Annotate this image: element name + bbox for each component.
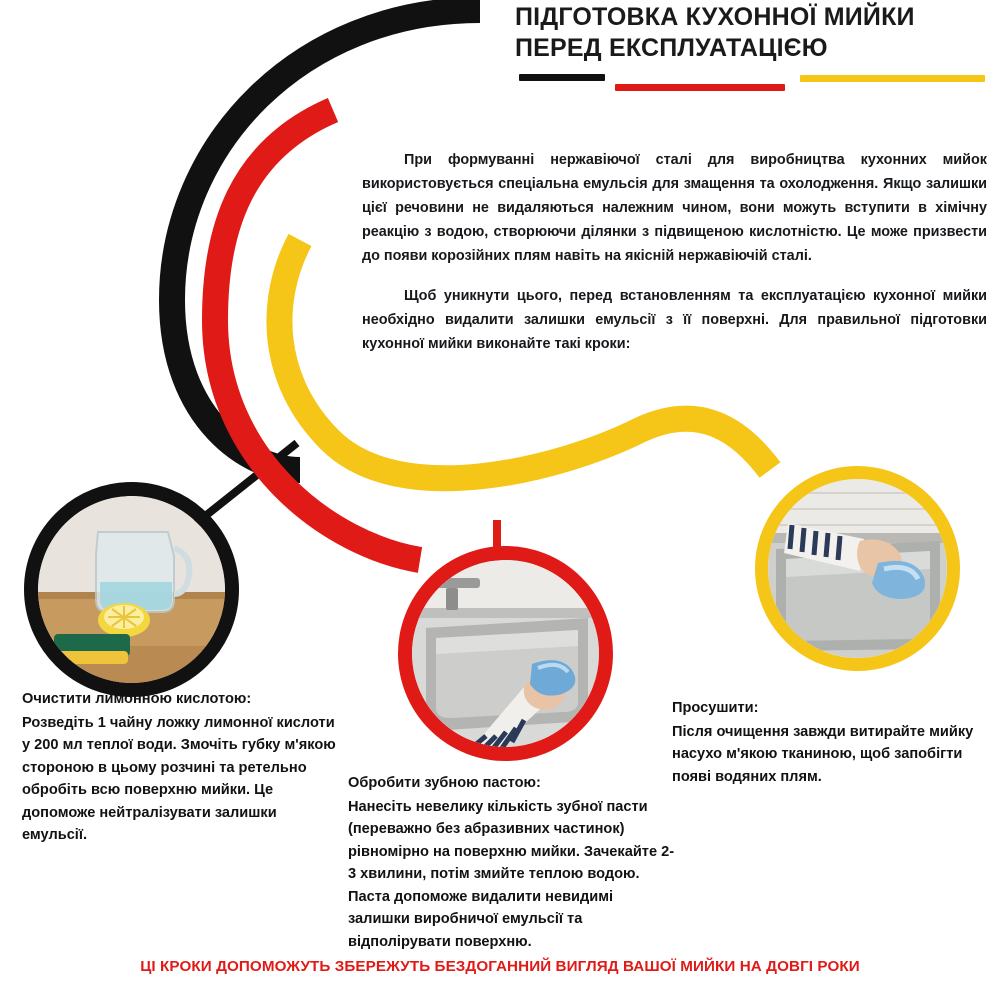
hand-cleaning-sink-with-cloth-photo bbox=[412, 560, 599, 747]
accent-bar-black bbox=[519, 74, 605, 81]
intro-text-block bbox=[362, 148, 987, 356]
page-title-line-1: ПІДГОТОВКА КУХОННОЇ МИЙКИ bbox=[515, 3, 915, 31]
step-caption-dry bbox=[672, 697, 992, 788]
step-photo-paste bbox=[398, 546, 613, 761]
footer-note: ЦІ КРОКИ ДОПОМОЖУТЬ ЗБЕРЕЖУТЬ БЕЗДОГАННИЙ ВИГЛЯД ВАШОЇ МИЙКИ НА ДОВГІ РОКИ bbox=[140, 958, 860, 975]
dry-photo-art bbox=[768, 479, 947, 658]
step-caption-paste bbox=[348, 772, 678, 953]
step-photo-lemon bbox=[24, 482, 239, 697]
accent-bar-yellow bbox=[800, 75, 985, 82]
hand-wiping-sink-dry-photo bbox=[768, 479, 947, 658]
intro-paragraph-2: Щоб уникнути цього, перед встановленням та експлуатацією кухонної мийки необхідно видалити залишки емульсії з її поверхні. Для правильної підготовки кухонної мийки виконайте такі кроки: bbox=[362, 288, 987, 352]
intro-paragraph-1: При формуванні нержавіючої сталі для виробництва кухонних мийок використовується спеціальна емульсія для змащення та охолодження. Якщо залишки цієї речовини не видаляються належним чином, вони можуть вступити в хімічну реакцію з водою, створюючи ділянки з підвищеною кислотністю. Це може призвести до появи корозійних плям навіть на якісній нержавіючій сталі. bbox=[362, 152, 987, 264]
step-title-dry: Просушити: bbox=[672, 700, 759, 716]
step-title-lemon: Очистити лимонною кислотою: bbox=[22, 691, 252, 707]
glass-jug-lemon-sponge-photo bbox=[38, 496, 225, 683]
page-title-line-2: ПЕРЕД ЕКСПЛУАТАЦІЄЮ bbox=[515, 34, 828, 62]
step-text-paste: Нанесіть невелику кількість зубної пасти (переважно без абразивних частинок) рівномірно на поверхню мийки. Зачекайте 2-3 хвилини, потім змийте теплою водою. Паста допоможе видалити невидимі залишки виробничої емульсії та відполірувати поверхню. bbox=[348, 798, 675, 950]
step-text-dry: Після очищення завжди витирайте мийку насухо м'якою тканиною, щоб запобігти появі водяних плям. bbox=[672, 723, 974, 785]
page-title bbox=[515, 2, 985, 64]
accent-bar-red bbox=[615, 84, 785, 91]
step-caption-lemon bbox=[22, 688, 342, 847]
lemon-photo-art bbox=[38, 496, 225, 683]
step-title-paste: Обробити зубною пастою: bbox=[348, 775, 541, 791]
paste-photo-art bbox=[412, 560, 599, 747]
step-photo-dry bbox=[755, 466, 960, 671]
step-text-lemon: Розведіть 1 чайну ложку лимонної кислоти у 200 мл теплої води. Змочіть губку м'якою стороною в цьому розчині та ретельно обробіть всю поверхню мийки. Це допоможе нейтралізувати залишки емульсії. bbox=[22, 714, 336, 843]
